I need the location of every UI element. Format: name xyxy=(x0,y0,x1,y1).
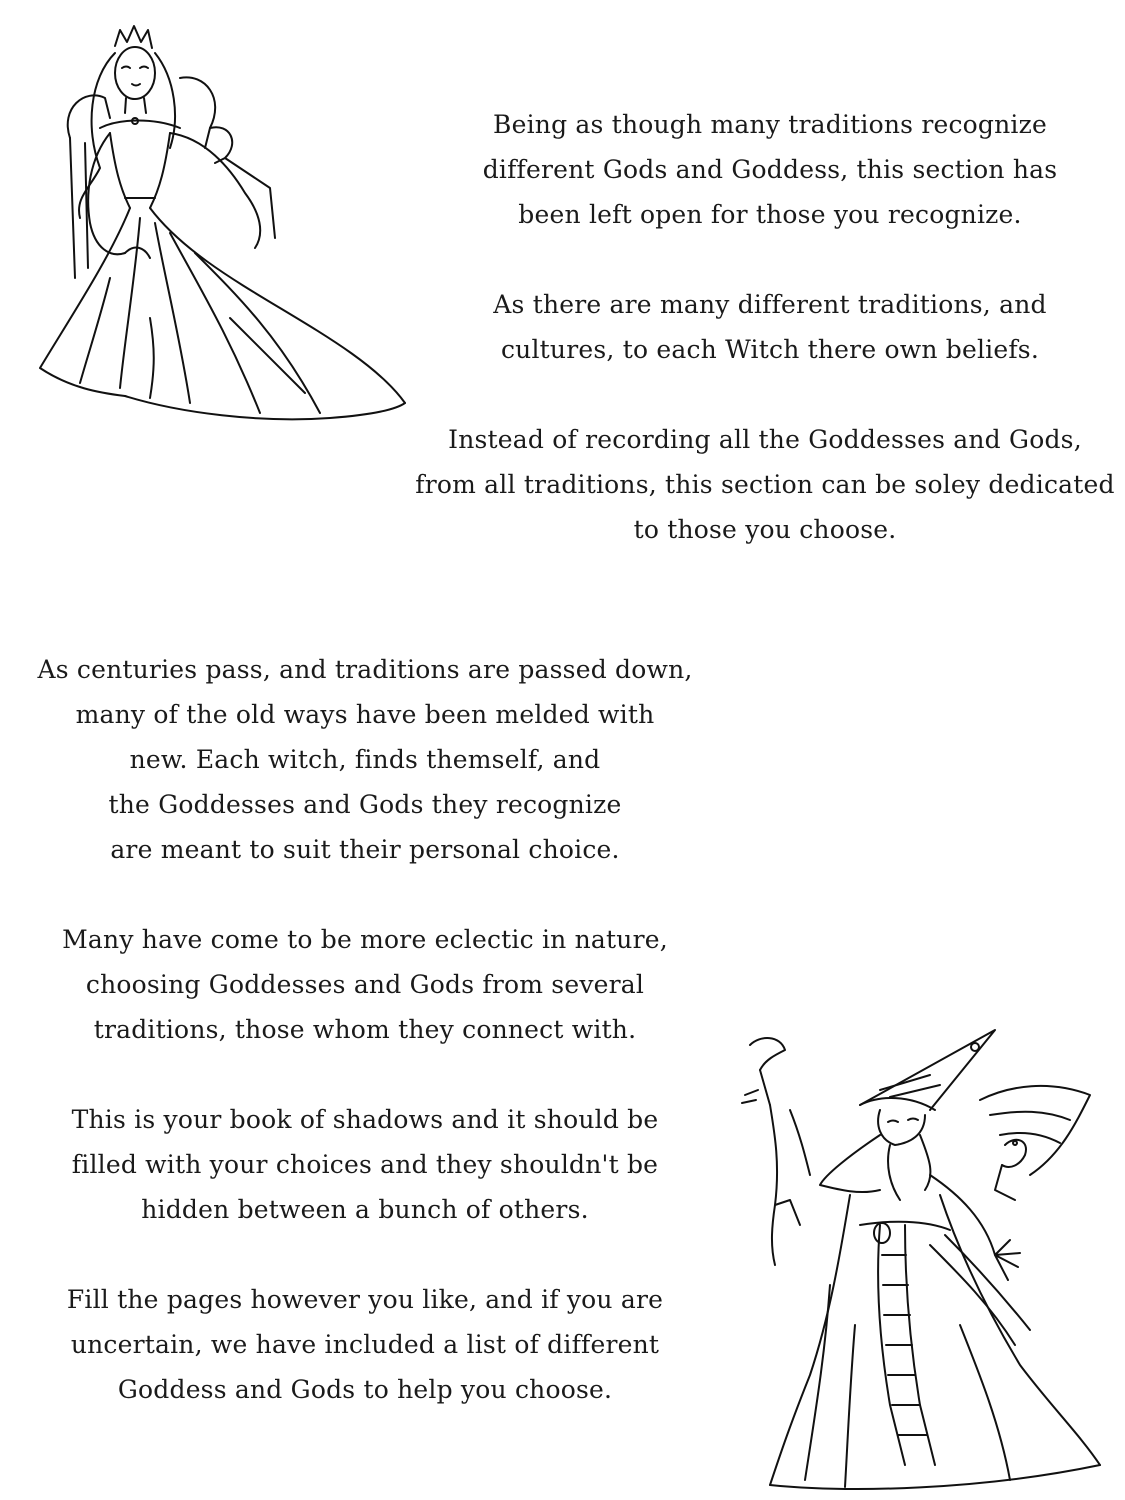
text-line: filled with your choices and they shouldn't be xyxy=(71,1150,659,1179)
wizard-illustration xyxy=(730,1025,1105,1495)
text-line: This is your book of shadows and it should be xyxy=(71,1105,659,1134)
text-line: been left open for those you recognize. xyxy=(518,200,1022,229)
text-line: As there are many different traditions, and xyxy=(493,290,1047,319)
wizard-with-dragon-icon xyxy=(730,1025,1105,1495)
intro-paragraph-3 xyxy=(415,417,1115,552)
text-line: different Gods and Goddess, this section has xyxy=(482,155,1058,184)
body-paragraph-1 xyxy=(20,647,710,872)
text-line: hidden between a bunch of others. xyxy=(141,1195,589,1224)
text-line: Being as though many traditions recognize xyxy=(493,110,1047,139)
goddess-on-throne-icon xyxy=(30,18,410,438)
text-line: traditions, those whom they connect with. xyxy=(93,1015,637,1044)
intro-paragraph-1 xyxy=(430,102,1110,237)
body-paragraph-2 xyxy=(20,917,710,1052)
intro-paragraph-2 xyxy=(430,282,1110,372)
body-paragraph-3 xyxy=(20,1097,710,1232)
text-line: choosing Goddesses and Gods from several xyxy=(85,970,645,999)
text-line: from all traditions, this section can be soley dedicated xyxy=(415,470,1115,499)
text-line: cultures, to each Witch there own beliefs. xyxy=(500,335,1039,364)
text-line: to those you choose. xyxy=(633,515,897,544)
text-line: Many have come to be more eclectic in nature, xyxy=(62,925,668,954)
text-line: Goddess and Gods to help you choose. xyxy=(117,1375,613,1404)
text-line: are meant to suit their personal choice. xyxy=(110,835,620,864)
text-line: new. Each witch, finds themself, and xyxy=(129,745,601,774)
text-line: Instead of recording all the Goddesses and Gods, xyxy=(448,425,1082,454)
text-line: As centuries pass, and traditions are passed down, xyxy=(37,655,693,684)
body-paragraph-4 xyxy=(20,1277,710,1412)
text-line: uncertain, we have included a list of different xyxy=(70,1330,660,1359)
text-line: Fill the pages however you like, and if you are xyxy=(66,1285,664,1314)
goddess-illustration xyxy=(30,18,410,438)
text-line: the Goddesses and Gods they recognize xyxy=(108,790,622,819)
text-line: many of the old ways have been melded with xyxy=(75,700,655,729)
